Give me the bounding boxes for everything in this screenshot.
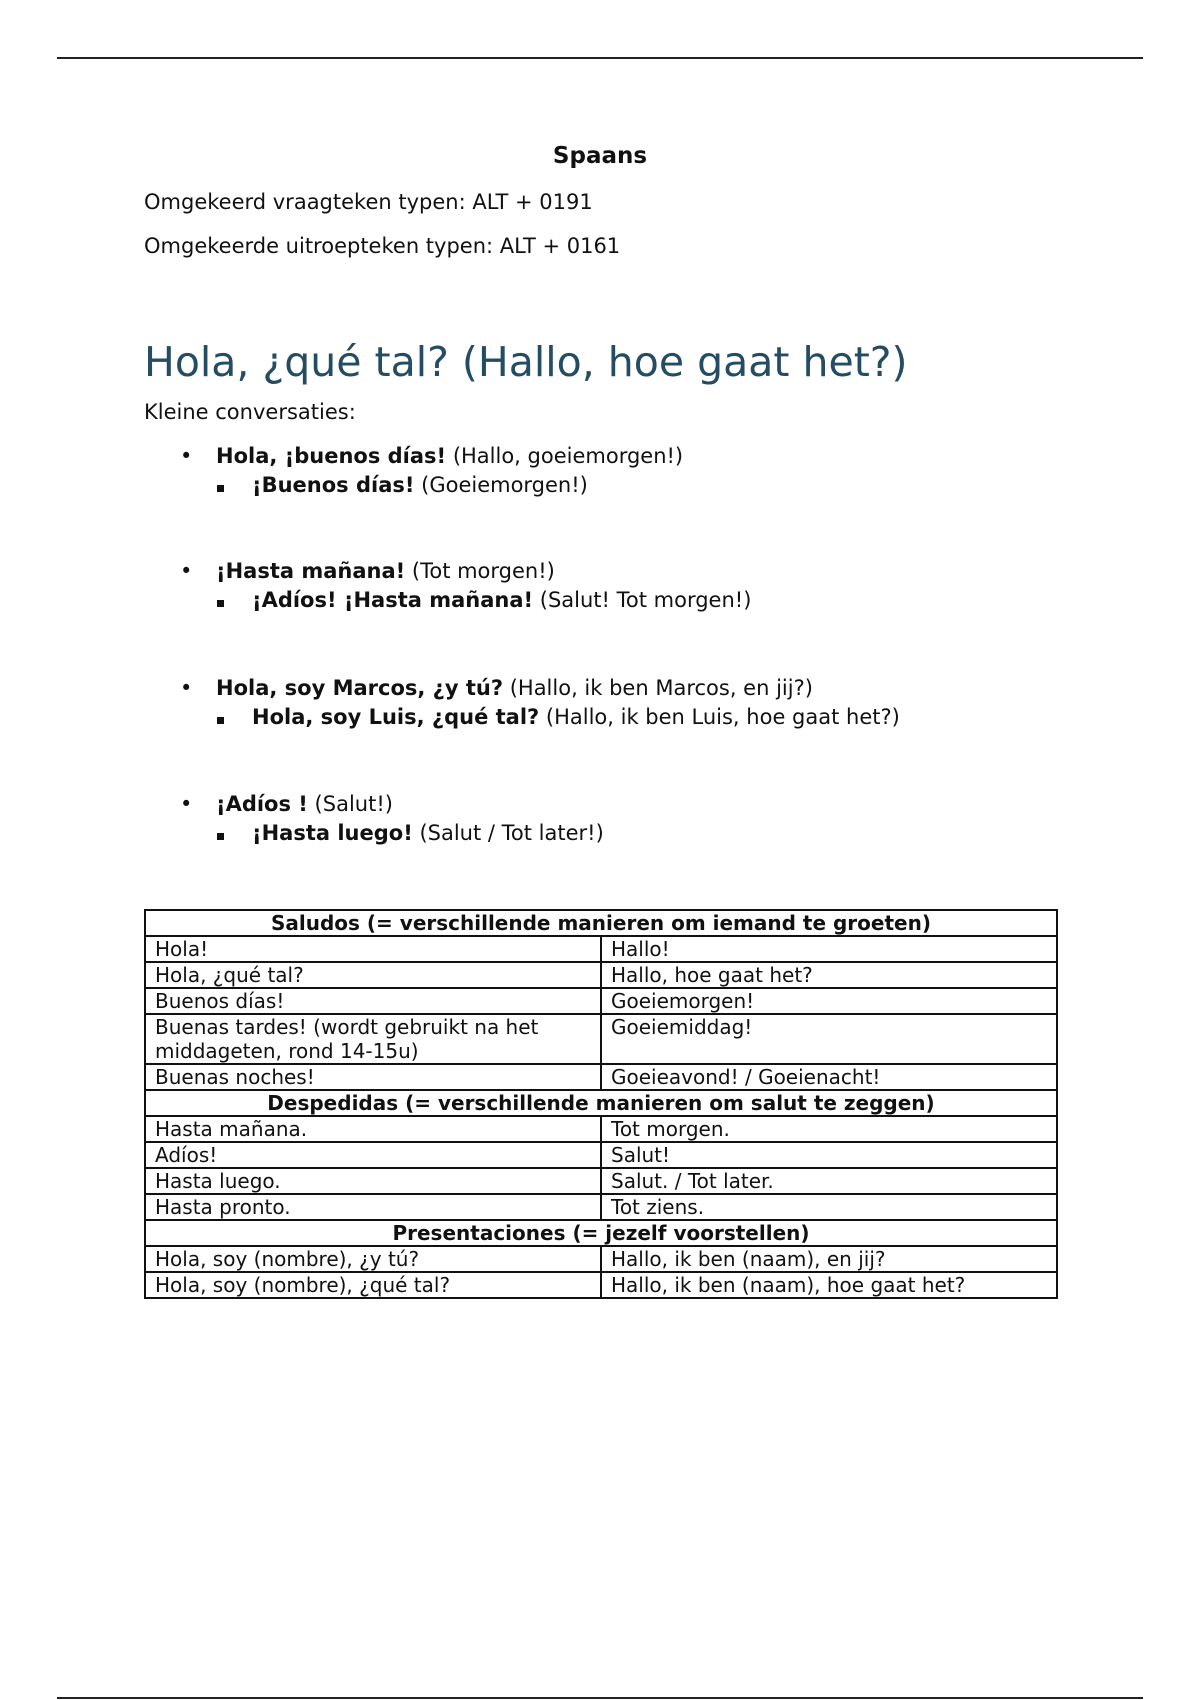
dutch-cell: Goeiemiddag! [601,1014,1057,1064]
dutch-cell: Hallo, ik ben (naam), en jij? [601,1246,1057,1272]
table-section-header [145,1220,1057,1246]
spanish-phrase: Hola, ¡buenos días! [216,444,447,468]
table-row [145,1272,1057,1298]
spanish-phrase: ¡Hasta luego! [252,821,413,845]
bullet-icon: • [180,676,193,700]
spanish-cell: Hasta pronto. [145,1194,601,1220]
square-bullet-icon [217,485,224,492]
dutch-cell: Hallo, ik ben (naam), hoe gaat het? [601,1272,1057,1298]
section-heading: Hola, ¿qué tal? (Hallo, hoe gaat het?) [144,338,908,386]
translation: (Salut! Tot morgen!) [533,588,752,612]
table-row [145,1168,1057,1194]
translation: (Hallo, goeiemorgen!) [446,444,684,468]
dutch-cell: Goeieavond! / Goeienacht! [601,1064,1057,1090]
table-row [145,1246,1057,1272]
translation: (Hallo, ik ben Luis, hoe gaat het?) [539,705,900,729]
intro-text: Kleine conversaties: [144,400,356,424]
translation: (Tot morgen!) [405,559,555,583]
spanish-cell: Buenas noches! [145,1064,601,1090]
square-bullet-icon [217,600,224,607]
spanish-phrase: ¡Hasta mañana! [216,559,406,583]
spanish-cell: Hasta mañana. [145,1116,601,1142]
table-row [145,1194,1057,1220]
translation: (Salut / Tot later!) [412,821,604,845]
square-bullet-icon [217,833,224,840]
table-section-header [145,910,1057,936]
section-header-despedidas: Despedidas (= verschillende manieren om salut te zeggen) [145,1090,1057,1116]
translation: (Salut!) [307,792,393,816]
spanish-cell: Hola, soy (nombre), ¿qué tal? [145,1272,601,1298]
table-row [145,1116,1057,1142]
spanish-phrase: ¡Adíos ! [216,792,308,816]
translation: (Goeiemorgen!) [414,473,588,497]
tip-question-mark: Omgekeerd vraagteken typen: ALT + 0191 [144,190,593,214]
table-row [145,1142,1057,1168]
table-row [145,1014,1057,1064]
dutch-cell: Tot morgen. [601,1116,1057,1142]
bullet-icon: • [180,792,193,816]
document-title: Spaans [552,143,648,169]
spanish-phrase: Hola, soy Marcos, ¿y tú? [216,676,504,700]
table-section-header [145,1090,1057,1116]
spanish-phrase: ¡Buenos días! [252,473,415,497]
table-row [145,988,1057,1014]
spanish-phrase: ¡Adíos! ¡Hasta mañana! [252,588,534,612]
table-row [145,936,1057,962]
translation: (Hallo, ik ben Marcos, en jij?) [503,676,813,700]
section-header-presentaciones: Presentaciones (= jezelf voorstellen) [145,1220,1057,1246]
dutch-cell: Hallo, hoe gaat het? [601,962,1057,988]
dutch-cell: Tot ziens. [601,1194,1057,1220]
spanish-cell: Adíos! [145,1142,601,1168]
spanish-cell: Hola, ¿qué tal? [145,962,601,988]
spanish-cell: Hola, soy (nombre), ¿y tú? [145,1246,601,1272]
dutch-cell: Goeiemorgen! [601,988,1057,1014]
tip-exclamation-mark: Omgekeerde uitroepteken typen: ALT + 0161 [144,234,621,258]
spanish-cell: Hasta luego. [145,1168,601,1194]
spanish-phrase: Hola, soy Luis, ¿qué tal? [252,705,540,729]
table-row [145,962,1057,988]
square-bullet-icon [217,717,224,724]
dutch-cell: Salut. / Tot later. [601,1168,1057,1194]
spanish-cell: Hola! [145,936,601,962]
section-header-saludos: Saludos (= verschillende manieren om iemand te groeten) [145,910,1057,936]
dutch-cell: Salut! [601,1142,1057,1168]
page-bottom-rule [57,1697,1143,1699]
dutch-cell: Hallo! [601,936,1057,962]
table-row [145,1064,1057,1090]
spanish-cell: Buenos días! [145,988,601,1014]
spanish-cell: Buenas tardes! (wordt gebruikt na het middageten, rond 14-15u) [145,1014,601,1064]
vocabulary-table [144,909,1058,1299]
bullet-icon: • [180,444,193,468]
page-top-rule [57,57,1143,59]
bullet-icon: • [180,559,193,583]
